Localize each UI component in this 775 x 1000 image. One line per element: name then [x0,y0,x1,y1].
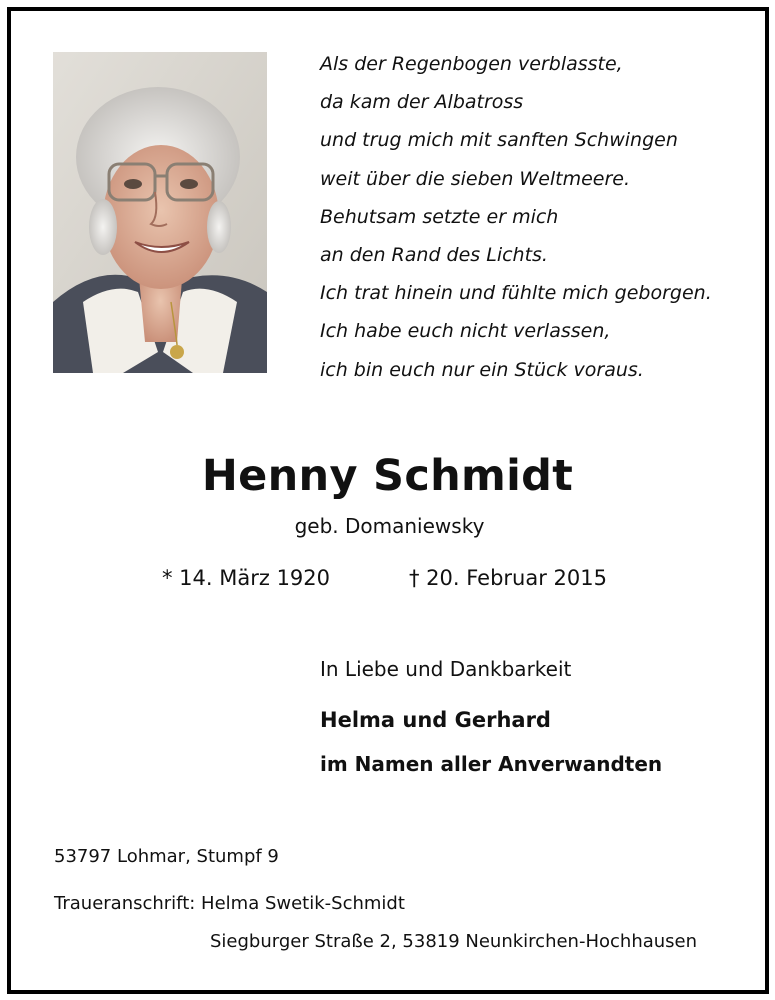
gratitude-text: In Liebe und Dankbarkeit [320,657,572,681]
deceased-name: Henny Schmidt [201,451,574,501]
mourning-address-line1: Traueranschrift: Helma Swetik-Schmidt [54,893,405,914]
poem-line: weit über die sieben Weltmeere. [320,167,631,190]
poem-line: Behutsam setzte er mich [320,205,559,228]
signers-names: Helma und Gerhard [320,708,551,732]
mourning-address-line2: Siegburger Straße 2, 53819 Neunkirchen-Hochhausen [210,931,698,952]
poem-line: Ich habe euch nicht verlassen, [320,320,611,343]
poem-line: an den Rand des Lichts. [320,244,548,267]
poem-line: und trug mich mit sanften Schwingen [320,129,678,152]
poem-line: Als der Regenbogen verblasste, [320,53,623,75]
poem-line: ich bin euch nur ein Stück voraus. [320,358,644,381]
signers-note: im Namen aller Anverwandten [320,752,663,776]
poem [320,45,750,389]
residence-address: 53797 Lohmar, Stumpf 9 [54,846,279,867]
death-date: † 20. Februar 2015 [409,566,607,590]
poem-line: da kam der Albatross [320,91,524,114]
poem-line: Ich trat hinein und fühlte mich geborgen. [320,282,712,305]
portrait-photo [53,52,267,373]
maiden-name: geb. Domaniewsky [294,514,485,538]
birth-date: * 14. März 1920 [162,566,331,590]
